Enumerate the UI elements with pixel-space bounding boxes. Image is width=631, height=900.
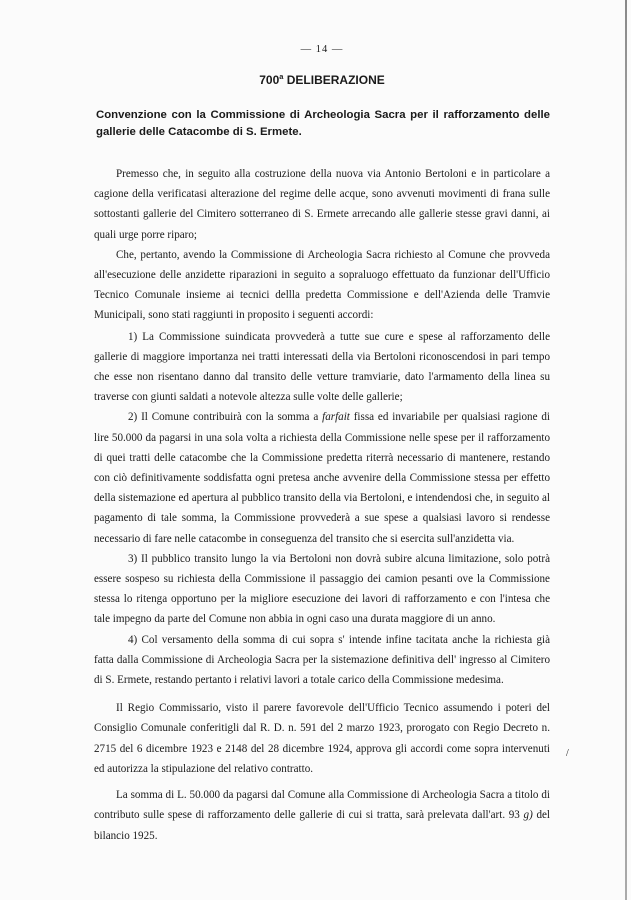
paragraph-agreement-4: 4) Col versamento della somma di cui sopra s' intende infine tacitata anche la richiesta già fatta dalla Commissione di Archeologia Sacra per la sistemazione definitiva dell' ingresso al Cimitero di S. Ermete, restando pertanto i relativi lavori a totale carico della Commissione medesima. xyxy=(94,633,550,687)
deliberation-heading xyxy=(94,72,550,87)
heading-title: DELIBERAZIONE xyxy=(286,73,385,87)
page-number: — 14 — xyxy=(300,44,344,55)
document-page xyxy=(94,44,550,846)
heading-number: 700 xyxy=(259,73,280,87)
paragraph-agreement-1: 1) La Commissione suindicata provvederà a tutte sue cure e spese al rafforzamento delle gallerie di maggiore importanza nei tratti interessati della via Bertoloni riconoscendosi in pari tempo che esse non risentano danno dal transito delle vetture tramviarie, dato l'armamento della linea su traverse con giunti saldati a notevole altezza sulle volte delle gallerie; xyxy=(94,330,550,404)
page-edge-shadow xyxy=(625,0,627,900)
paragraph-premesso: Premesso che, in seguito alla costruzione della nuova via Antonio Bertoloni e in particolare a cagione della verificatasi alterazione del regime delle acque, sono avvenuti movimenti di frana sulle sottostanti gallerie del Cimitero sotterraneo di S. Ermete arrecando alle gallerie stesse gravi danni, ai quali urge porre riparo; xyxy=(94,168,550,241)
somma-article-letter: g) xyxy=(523,809,533,822)
margin-mark: / xyxy=(566,748,569,759)
paragraph-agreement-2 xyxy=(94,407,550,548)
paragraph-somma xyxy=(94,785,550,846)
paragraph-pertanto: Che, pertanto, avendo la Commissione di Archeologia Sacra richiesto al Comune che provveda all'esecuzione delle anzidette riparazioni in seguito a sopraluogo effettuato da funzionar dell'Ufficio Tecnico Comunale insieme ai tecnici dellla predetta Commissione e dell'Azienda delle Tramvie Municipali, sono stati raggiunti in proposito i seguenti accordi: xyxy=(94,248,550,322)
paragraph-regio-commissario: Il Regio Commissario, visto il parere favorevole dell'Ufficio Tecnico assumendo i poteri del Consiglio Comunale conferitigli dal R. D. n. 591 del 2 marzo 1923, prorogato con Regio Decreto n. 2715 del 6 dicembre 1923 e 2148 del 28 dicembre 1924, approva gli accordi come sopra intervenuti ed autorizza la stipulazione del relativo contratto. xyxy=(94,702,550,775)
agreement-2-text-a: 2) Il Comune contribuirà con la somma a xyxy=(128,411,323,424)
document-body xyxy=(94,164,550,846)
paragraph-agreement-3: 3) Il pubblico transito lungo la via Bertoloni non dovrà subire alcuna limitazione, solo potrà essere sospeso su richiesta della Commissione il passaggio dei camion pesanti ove la Commissione stessa lo ritenga opportuno per la migliore esecuzione dei lavori di rafforzamento e con l'intesa che tale impegno da parte del Comune non abbia in ogni caso una durata maggiore di un anno. xyxy=(94,552,550,626)
heading-superscript: a xyxy=(279,72,284,81)
somma-text-a: La somma di L. 50.000 da pagarsi dal Comune alla Commissione di Archeologia Sacra a titolo di contributo sulle spese di rafforzamento delle gallerie di cui si tratta, sarà prelevata dall'art. 93 xyxy=(94,789,550,822)
somma-text-b: del bilancio 1925. xyxy=(94,809,551,842)
deliberation-subject: Convenzione con la Commissione di Archeologia Sacra per il rafforzamento delle gallerie delle Catacombe di S. Ermete. xyxy=(96,109,550,138)
agreement-2-text-b: fissa ed invariabile per qualsiasi ragione di lire 50.000 da pagarsi in una sola volta a richiesta della Commissione nelle spese per il rafforzamento di quei tratti delle catacombe che la Commissione predetta riterrà necessario di mantenere, restando con ciò definitivamente soddisfatta ogni pretesa anche avvenire della Commissione stessa per effetto della sistemazione ed apertura al pubblico transito della via Bertoloni, e intendendosi che, in seguito al pagamento di tale somma, la Commissione provvederà a sue spese a qualsiasi lavoro si rendesse necessario di fare nelle catacombe in conseguenza del transito che si esercita sull'anzidetta via. xyxy=(94,411,550,545)
agreement-2-emphasis: farfait xyxy=(322,411,350,424)
